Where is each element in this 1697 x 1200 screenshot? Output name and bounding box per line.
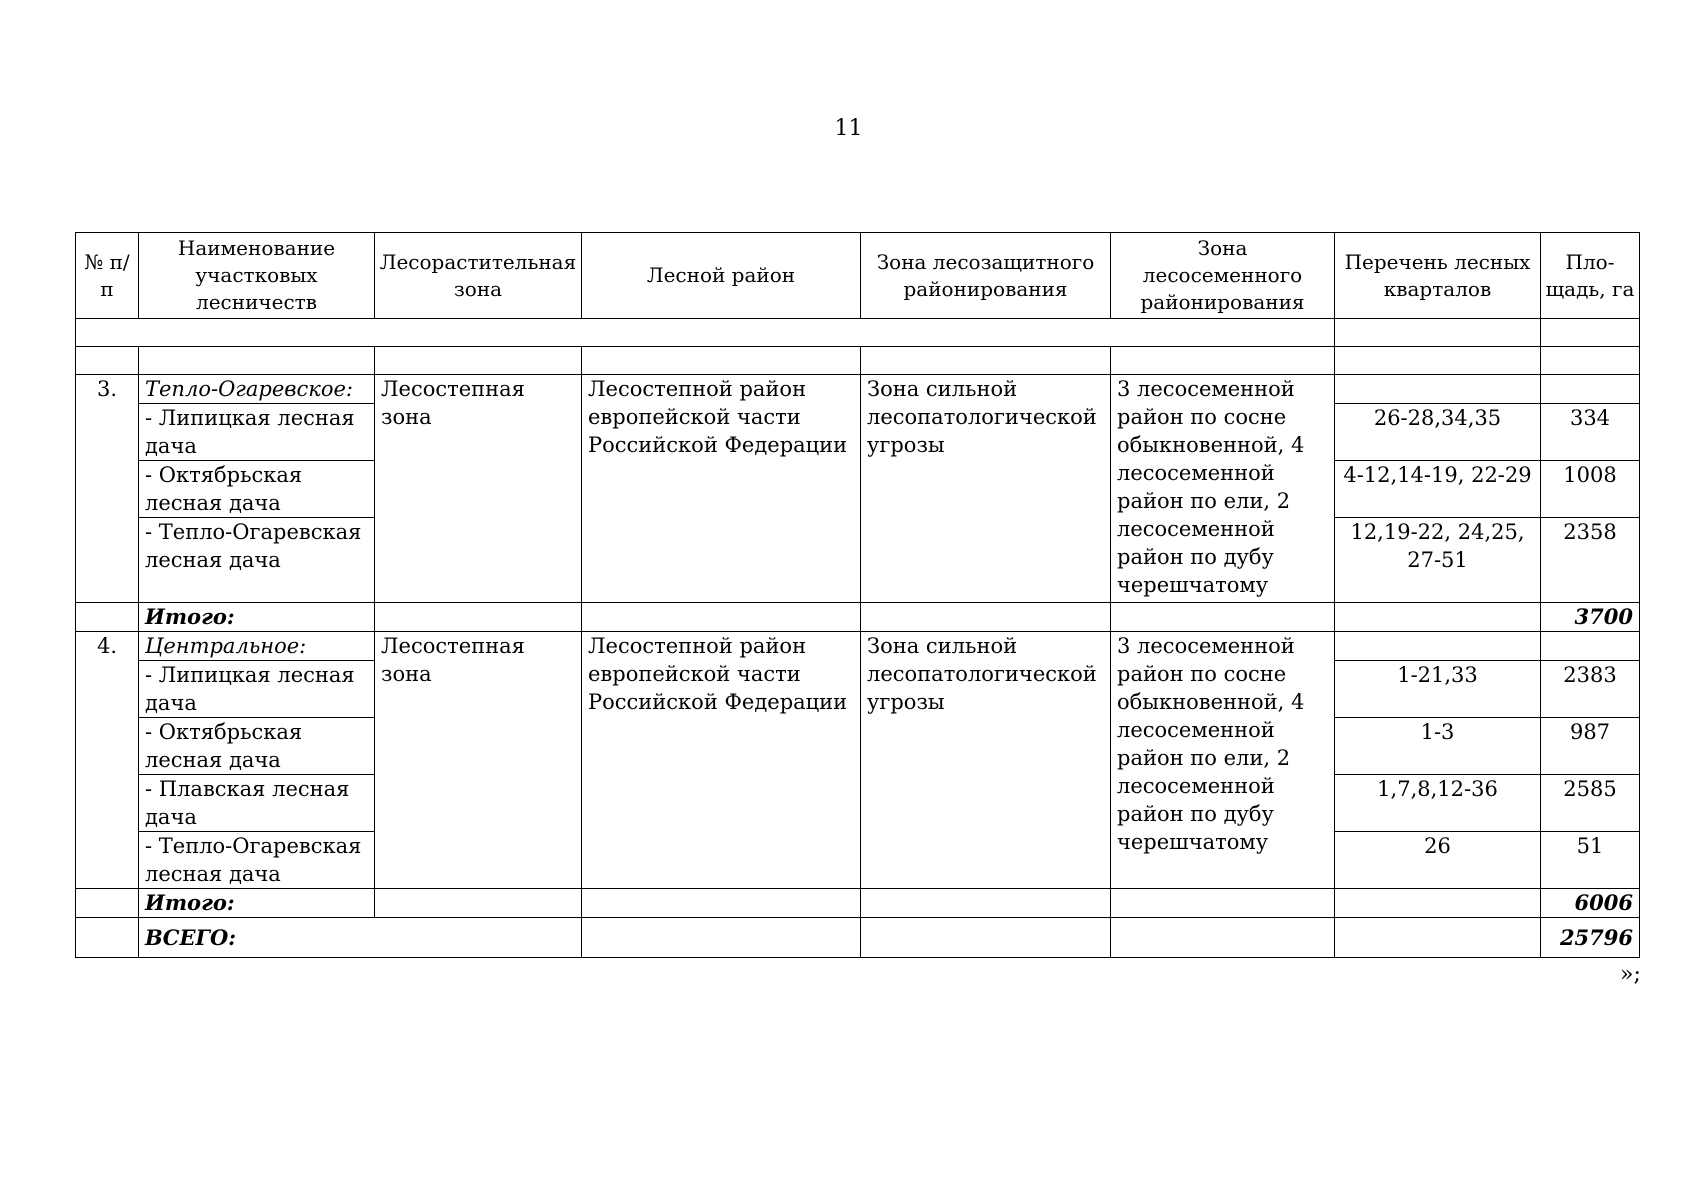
grand-total-label: ВСЕГО: [139,918,582,958]
section-row [76,632,1640,661]
quarters-cell: 26-28,34,35 [1335,404,1541,461]
header-veg-zone: Лесорастительная зона [375,233,582,319]
grand-total-value: 25796 [1541,918,1640,958]
header-protection-zone: Зона лесозащитного районирования [861,233,1111,319]
header-area: Пло-щадь, га [1541,233,1640,319]
sub-name: - Липицкая лесная дача [139,661,375,718]
forestry-name: Тепло-Огаревское: [139,375,375,404]
quarters-cell: 1-3 [1335,718,1541,775]
protection-zone-cell: Зона сильной лесопатологической угрозы [861,375,1111,603]
closing-quote-mark: »; [1620,962,1641,987]
quarters-cell: 1,7,8,12-36 [1335,775,1541,832]
quarters-cell: 12,19-22, 24,25, 27-51 [1335,518,1541,603]
page-number: 11 [834,116,863,141]
area-cell: 1008 [1541,461,1640,518]
header-name: Наименование участковых лесничеств [139,233,375,319]
quarters-cell: 4-12,14-19, 22-29 [1335,461,1541,518]
seed-zone-cell: 3 лесосеменной район по сосне обыкновенной, 4 лесосеменной район по ели, 2 лесосеменной район по дубу черешчатому [1111,375,1335,603]
subtotal-value: 6006 [1541,889,1640,918]
quarters-cell: 26 [1335,832,1541,889]
empty-row [76,319,1640,347]
subtotal-row [76,603,1640,632]
forestry-table [75,232,1640,958]
protection-zone-cell: Зона сильной лесопатологической угрозы [861,632,1111,889]
section-number: 4. [76,632,139,889]
subtotal-value: 3700 [1541,603,1640,632]
forestry-name: Центральное: [139,632,375,661]
sub-name: - Октябрьская лесная дача [139,461,375,518]
header-num: № п/п [76,233,139,319]
area-cell: 334 [1541,404,1640,461]
seed-zone-cell: 3 лесосеменной район по сосне обыкновенной, 4 лесосеменной район по ели, 2 лесосеменной район по дубу черешчатому [1111,632,1335,889]
sub-name: - Тепло-Огаревская лесная дача [139,832,375,889]
empty-row [76,347,1640,375]
area-cell: 2358 [1541,518,1640,603]
quarters-cell: 1-21,33 [1335,661,1541,718]
section-number: 3. [76,375,139,603]
district-cell: Лесостепной район европейской части Российской Федерации [582,375,861,603]
area-cell: 987 [1541,718,1640,775]
veg-zone-cell: Лесостепная зона [375,375,582,603]
subtotal-row [76,889,1640,918]
area-cell: 2383 [1541,661,1640,718]
grand-total-row [76,918,1640,958]
veg-zone-cell: Лесостепная зона [375,632,582,889]
sub-name: - Тепло-Огаревская лесная дача [139,518,375,603]
subtotal-label: Итого: [139,603,375,632]
section-row [76,375,1640,404]
district-cell: Лесостепной район европейской части Российской Федерации [582,632,861,889]
area-cell: 51 [1541,832,1640,889]
header-row [76,233,1640,319]
header-district: Лесной район [582,233,861,319]
header-seed-zone: Зона лесосеменного районирования [1111,233,1335,319]
sub-name: - Плавская лесная дача [139,775,375,832]
sub-name: - Октябрьская лесная дача [139,718,375,775]
area-cell: 2585 [1541,775,1640,832]
header-quarters: Перечень лесных кварталов [1335,233,1541,319]
subtotal-label: Итого: [139,889,375,918]
sub-name: - Липицкая лесная дача [139,404,375,461]
